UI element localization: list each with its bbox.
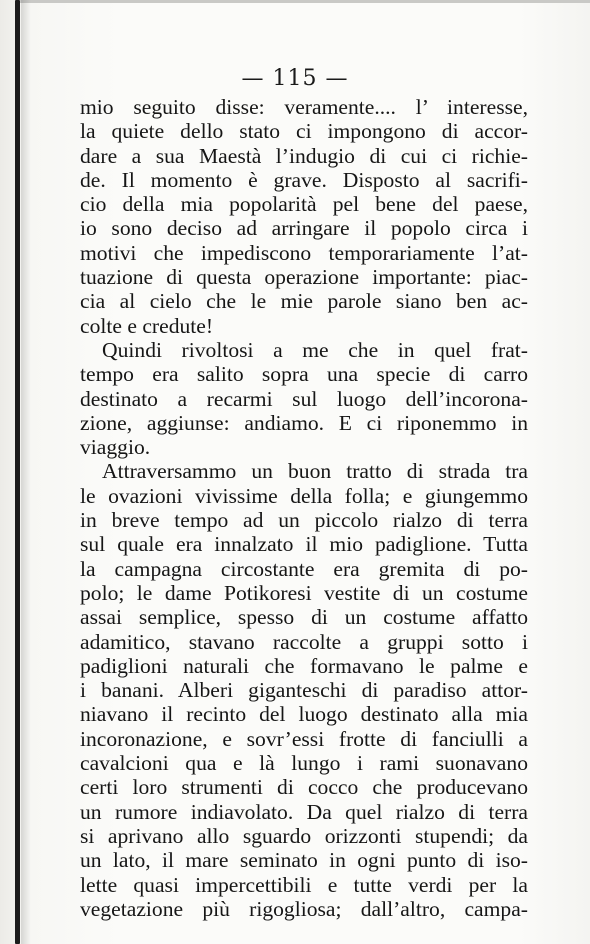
- text-line: un rumore indiavolato. Da quel rialzo di terra: [80, 799, 528, 824]
- text-line: lette quasi impercettibili e tutte verdi per la: [80, 872, 528, 897]
- page-binding-edge: [15, 0, 20, 944]
- text-line: colte e credute!: [80, 313, 214, 338]
- text-line: polo; le dame Potikoresi vestite di un costume: [80, 580, 528, 605]
- text-line: si aprivano allo sguardo orizzonti stupendi; da: [80, 823, 528, 848]
- text-line: cio della mia popolarità pel bene del paese,: [80, 192, 528, 217]
- text-line: la campagna circostante era gremita di po-: [80, 556, 528, 581]
- text-line: la quiete dello stato ci impongono di accor-: [80, 119, 528, 144]
- text-line: vegetazione più rigogliosa; dall’altro, campa-: [80, 896, 528, 921]
- text-line: io sono deciso ad arringare il popolo circa i: [80, 216, 528, 241]
- page-text: [80, 95, 528, 921]
- text-line: tuazione di questa operazione importante: piac-: [80, 265, 528, 290]
- page-number: — 115 —: [241, 66, 349, 91]
- text-line: adamitico, stavano raccolte a gruppi sotto i: [80, 629, 528, 654]
- text-line: Attraversammo un buon tratto di strada tra: [102, 459, 528, 484]
- text-line: in breve tempo ad un piccolo rialzo di terra: [80, 508, 528, 533]
- text-line: motivi che impediscono temporariamente l’at-: [80, 240, 528, 265]
- text-line: incoronazione, e sovr’essi frotte di fanciulli a: [80, 726, 528, 751]
- text-line: Quindi rivoltosi a me che in quel frat-: [102, 337, 528, 362]
- text-line: sul quale era innalzato il mio padiglione. Tutta: [80, 532, 528, 557]
- text-line: cia al cielo che le mie parole siano ben ac-: [80, 289, 528, 314]
- text-line: le ovazioni vivissime della folla; e giungemmo: [80, 483, 528, 508]
- text-line: niavano il recinto del luogo destinato alla mia: [80, 702, 528, 727]
- text-line: zione, aggiunse: andiamo. E ci riponemmo in: [80, 410, 528, 435]
- text-line: tempo era salito sopra una specie di carro: [80, 362, 528, 387]
- page-binding-shadow: [21, 0, 31, 944]
- text-line: padiglioni naturali che formavano le palme e: [80, 653, 528, 678]
- text-line: un lato, il mare seminato in ogni punto di iso-: [80, 848, 528, 873]
- text-line: mio seguito disse: veramente.... l’ interesse,: [80, 95, 528, 119]
- text-line: destinato a recarmi sul luogo dell’incorona-: [80, 386, 528, 411]
- text-line: dare a sua Maestà l’indugio di cui ci richie-: [80, 143, 528, 168]
- page-top-edge: [20, 0, 590, 3]
- text-line: certi loro strumenti di cocco che producevano: [80, 775, 528, 800]
- text-line: cavalcioni qua e là lungo i rami suonavano: [80, 751, 528, 776]
- text-line: i banani. Alberi giganteschi di paradiso attor-: [80, 678, 528, 703]
- text-line: viaggio.: [80, 435, 151, 460]
- text-line: assai semplice, spesso di un costume affatto: [80, 605, 528, 630]
- text-line: de. Il momento è grave. Disposto al sacrifi-: [80, 167, 528, 192]
